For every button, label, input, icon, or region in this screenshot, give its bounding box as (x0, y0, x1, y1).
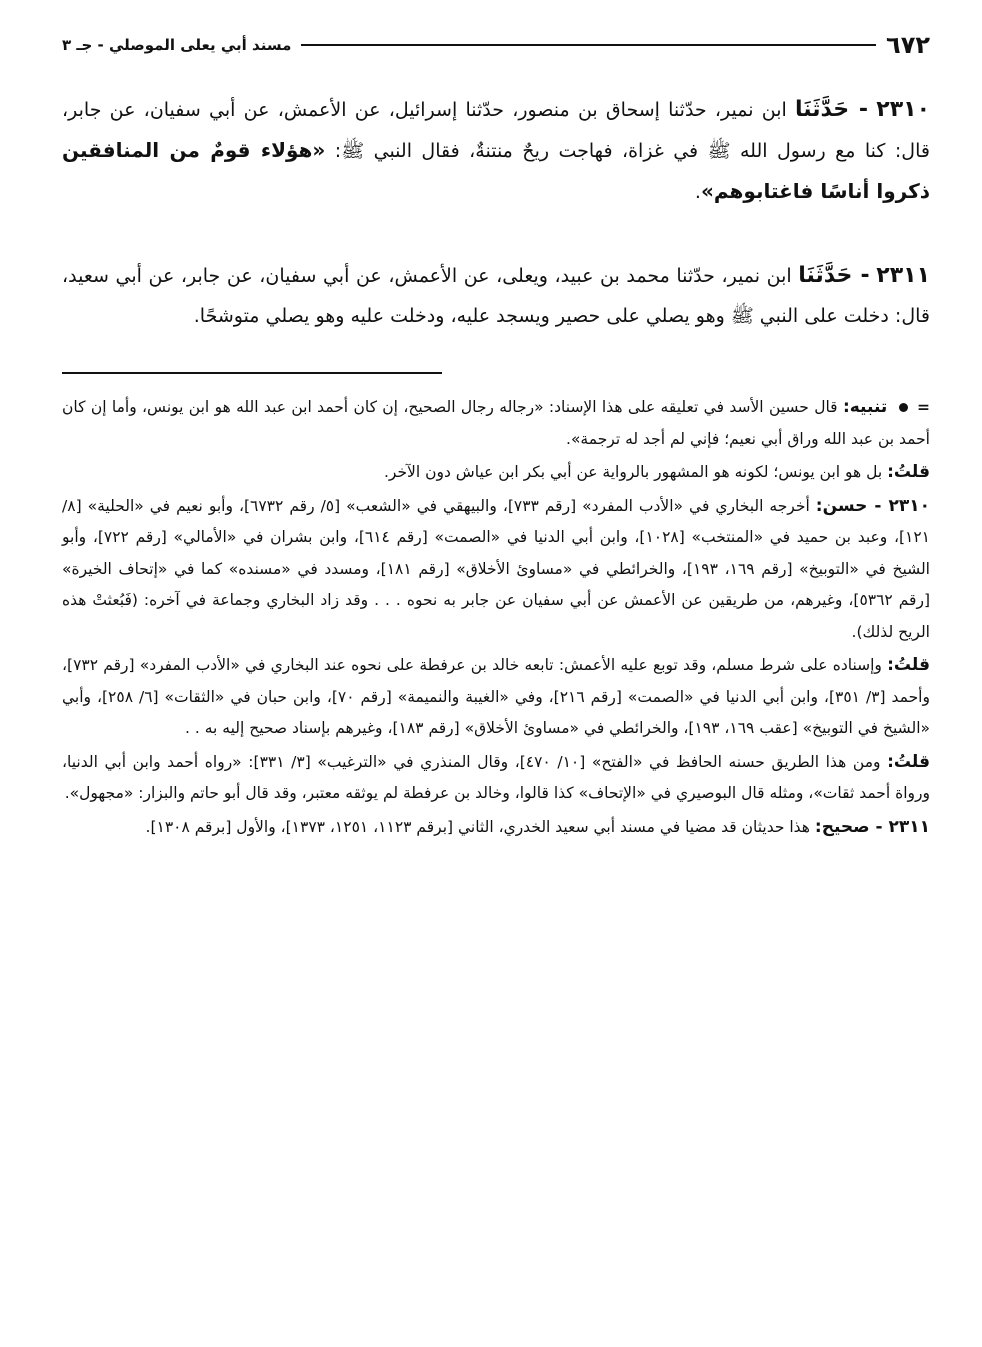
header-rule (301, 44, 876, 46)
hadith-number: ٢٣١٠ (876, 97, 931, 122)
footnote-qultu (62, 457, 930, 489)
footnote-text: هذا حديثان قد مضيا في مسند أبي سعيد الخدري، الثاني [برقم ١١٢٣، ١٢٥١، ١٣٧٣]، والأول [برقم ١٣٠٨]. (145, 817, 810, 836)
hadith-lead-word: حَدَّثَنَا (798, 263, 853, 288)
footnote-divider (62, 372, 442, 374)
page-number: ٦٧٢ (886, 31, 930, 59)
footnote-text: ومن هذا الطريق حسنه الحافظ في «الفتح» [١٠/ ٤٧٠]، وقال المنذري في «الترغيب» [٣/ ٣٣١]: «رواه أحمد وابن أبي الدنيا، ورواة أحمد ثقات»، ومثله قال البوصيري في «الإتحاف» كذا قالوا، وخالد بن عرفطة لم يوثقه معتبر، وقد قال أبو حاتم والبزار: «مجهول». (62, 752, 930, 802)
footnote-2310 (62, 491, 930, 649)
footnote-2311 (62, 812, 930, 844)
footnote-text: وإسناده على شرط مسلم، وقد توبع عليه الأعمش: تابعه خالد بن عرفطة على نحوه عند البخاري في «الأدب المفرد» [رقم ٧٣٢]، وأحمد [٣/ ٣٥١]، وابن أبي الدنيا في «الصمت» [رقم ٢١٦]، وفي «الغيبة والنميمة» [رقم ٧٠]، وابن حبان في «الثقات» [٦/ ٢٥٨]، وأبي «الشيخ في التوبيخ» [عقب ١٦٩، ١٩٣]، والخرائطي في «مساوئ الأخلاق» [رقم ١٨٣]، وغيرهم بإسناد صحيح إليه به . . (62, 656, 930, 737)
hadith-text: ابن نمير، حدّثنا محمد بن عبيد، ويعلى، عن الأعمش، عن أبي سفيان، عن جابر، عن أبي سعيد، قال: دخلت على النبي ﷺ وهو يصلي على حصير ويسجد عليه، ودخلت عليه وهو يصلي متوشحًا. (62, 265, 930, 327)
document-page (62, 22, 930, 1322)
footnote-text: قال حسين الأسد في تعليقه على هذا الإسناد: «رجاله رجال الصحيح، إن كان أحمد ابن عبد الله هو ابن يونس، وأما إن كان أحمد بن عبد الله وراق أبي نعيم؛ فإني لم أجد له ترجمة». (62, 398, 930, 448)
footnote-qultu (62, 747, 930, 810)
footnote-text: أخرجه البخاري في «الأدب المفرد» [رقم ٧٣٣]، والبيهقي في «الشعب» [٥/ رقم ٦٧٣٢]، وأبو نعيم في «الحلية» [٨/ ١٢١]، وعبد بن حميد في «المنتخب» [١٠٢٨]، وابن أبي الدنيا في «الصمت» [رقم ٦١٤]، وابن بشران في «الأمالي» [رقم ٧٢٢]، وأبو الشيخ في «التوبيخ» [رقم ١٦٩، ١٩٣]، والخرائطي في «مساوئ الأخلاق» [رقم ١٨١]، ومسدد في «مسنده» كما في «إتحاف الخيرة» [رقم ٥٣٦٢]، وغيرهم، من طريقين عن الأعمش عن أبي سفيان عن جابر به نحوه . . . وقد زاد البخاري وجماعة في آخره: (فَبُعثتْ هذه الريح لذلك). (62, 496, 931, 641)
running-header (62, 30, 930, 60)
hadith-text-end: . (694, 181, 701, 203)
footnote-tanbih (62, 392, 930, 455)
hadith-text: ابن نمير، حدّثنا إسحاق بن منصور، حدّثنا إسرائيل، عن الأعمش، عن أبي سفيان، عن جابر، قال: كنا مع رسول الله ﷺ في غزاة، فهاجت ريحٌ منتنةٌ، فقال النبي ﷺ: (62, 99, 930, 162)
hadith-2311: ٢٣١١ - حَدَّثَنَا ابن نمير، حدّثنا محمد بن عبيد، ويعلى، عن الأعمش، عن أبي سفيان، عن جابر، عن أبي سعيد، قال: دخلت على النبي ﷺ وهو يصلي على حصير ويسجد عليه، ودخلت عليه وهو يصلي متوشحًا. (62, 263, 931, 327)
footnote-lead: قلتُ: (887, 655, 930, 675)
footnote-lead: ٢٣١٠ - حسن: (815, 495, 930, 516)
book-title: مسند أبي يعلى الموصلي - جـ ٣ (62, 36, 292, 54)
footnote-text: بل هو ابن يونس؛ لكونه هو المشهور بالرواية عن أبي بكر ابن عياش دون الآخر. (383, 463, 883, 481)
continuation-marker: = (916, 398, 930, 416)
hadith-number: ٢٣١١ (876, 263, 931, 288)
footnote-lead: تنبيه: (842, 397, 888, 417)
bullet-icon (899, 403, 908, 412)
hadith-quote: «هؤلاء قومٌ من المنافقين ذكروا أناسًا فاغتابوهم» (62, 138, 930, 203)
hadith-2310: ٢٣١٠ - حَدَّثَنَا ابن نمير، حدّثنا إسحاق بن منصور، حدّثنا إسرائيل، عن الأعمش، عن أبي سفيان، عن جابر، قال: كنا مع رسول الله ﷺ في غزاة، فهاجت ريحٌ منتنةٌ، فقال النبي ﷺ: «هؤلاء قومٌ من المنافقين ذكروا أناسًا فاغتابوهم». (62, 97, 931, 203)
footnotes (62, 392, 930, 843)
footnote-lead: قلتُ: (887, 462, 930, 482)
footnote-lead: ٢٣١١ - صحيح: (814, 816, 930, 837)
hadith-lead-word: حَدَّثَنَا (795, 97, 850, 122)
footnote-qultu (62, 650, 930, 745)
footnote-lead: قلتُ: (887, 751, 930, 772)
